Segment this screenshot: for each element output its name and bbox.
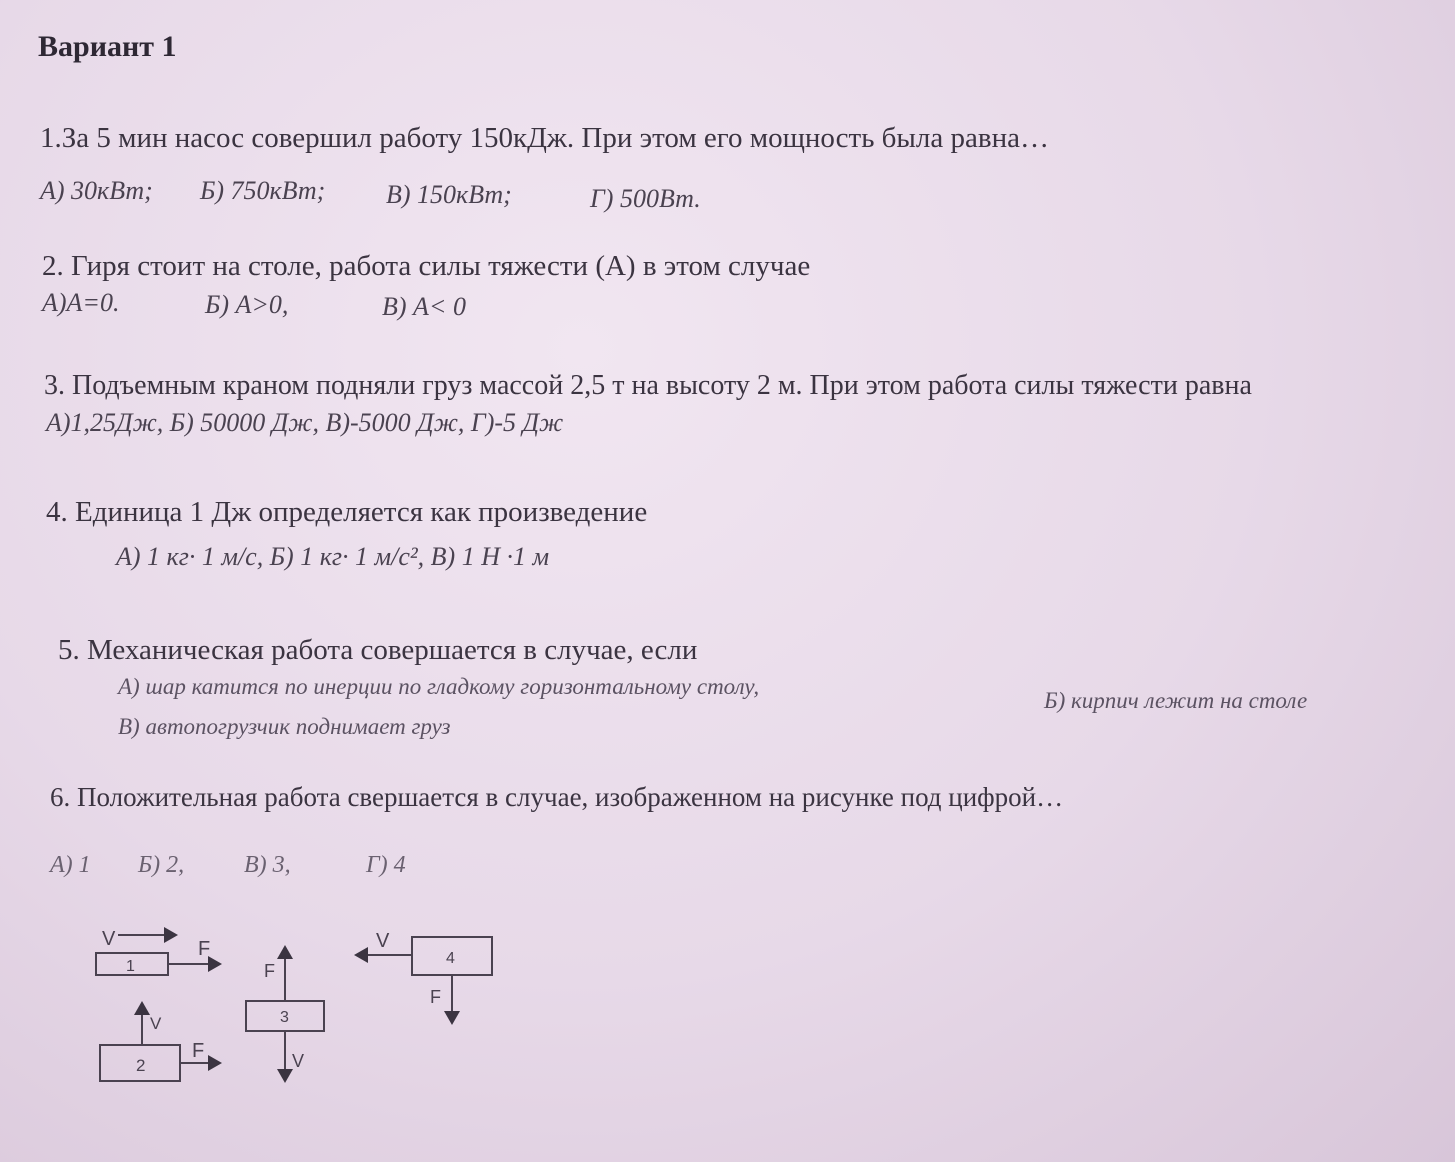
question-6-option-c: В) 3, [244,852,291,878]
label-v-2: V [150,1014,162,1033]
box-2-number: 2 [136,1056,146,1075]
question-5-text: 5. Механическая работа совершается в случае, если [58,634,698,666]
question-5-option-b: Б) кирпич лежит на столе [1044,688,1308,713]
question-1-option-a: А) 30кВт; [40,176,153,205]
question-6-option-d: Г) 4 [366,852,406,878]
box-4-number: 4 [446,950,455,967]
box-1-number: 1 [126,958,135,975]
question-4-text: 4. Единица 1 Дж определяется как произведение [46,496,648,528]
question-1-option-d: Г) 500Вт. [590,184,701,213]
question-2-text: 2. Гиря стоит на столе, работа силы тяжести (А) в этом случае [42,250,811,282]
question-1-option-b: Б) 750кВт; [200,176,326,205]
label-f-3: F [264,961,275,981]
label-f-2: F [192,1040,205,1062]
question-6-option-b: Б) 2, [138,852,185,878]
figure-svg [80,905,540,1095]
label-v-3: V [292,1051,305,1071]
question-2-option-c: В) А< 0 [382,292,466,321]
question-5-option-c: В) автопогрузчик поднимает груз [118,714,451,739]
label-f-1: F [198,938,211,960]
question-5-option-a: А) шар катится по инерции по гладкому горизонтальному столу, [118,674,760,699]
question-6-option-a: А) 1 [50,852,91,878]
question-3-options: А)1,25Дж, Б) 50000 Дж, В)-5000 Дж, Г)-5 Дж [46,408,564,437]
question-2-option-b: Б) А>0, [205,290,289,319]
box-3-number: 3 [280,1009,289,1026]
question-6-text: 6. Положительная работа свершается в случае, изображенном на рисунке под цифрой… [50,782,1064,812]
label-f-4: F [430,987,441,1007]
question-3-text: 3. Подъемным краном подняли груз массой 2,5 т на высоту 2 м. При этом работа силы тяжести равна [44,370,1252,401]
question-2-option-a: А)А=0. [42,288,120,317]
variant-title: Вариант 1 [38,30,177,63]
label-v-1: V [102,928,116,950]
force-velocity-figure [80,905,540,1095]
question-1-text: 1.За 5 мин насос совершил работу 150кДж. При этом его мощность была равна… [40,122,1049,154]
question-1-option-c: В) 150кВт; [386,180,512,209]
label-v-4: V [376,930,390,952]
question-4-options: А) 1 кг· 1 м/с, Б) 1 кг· 1 м/с², В) 1 Н ·1 м [116,542,550,571]
